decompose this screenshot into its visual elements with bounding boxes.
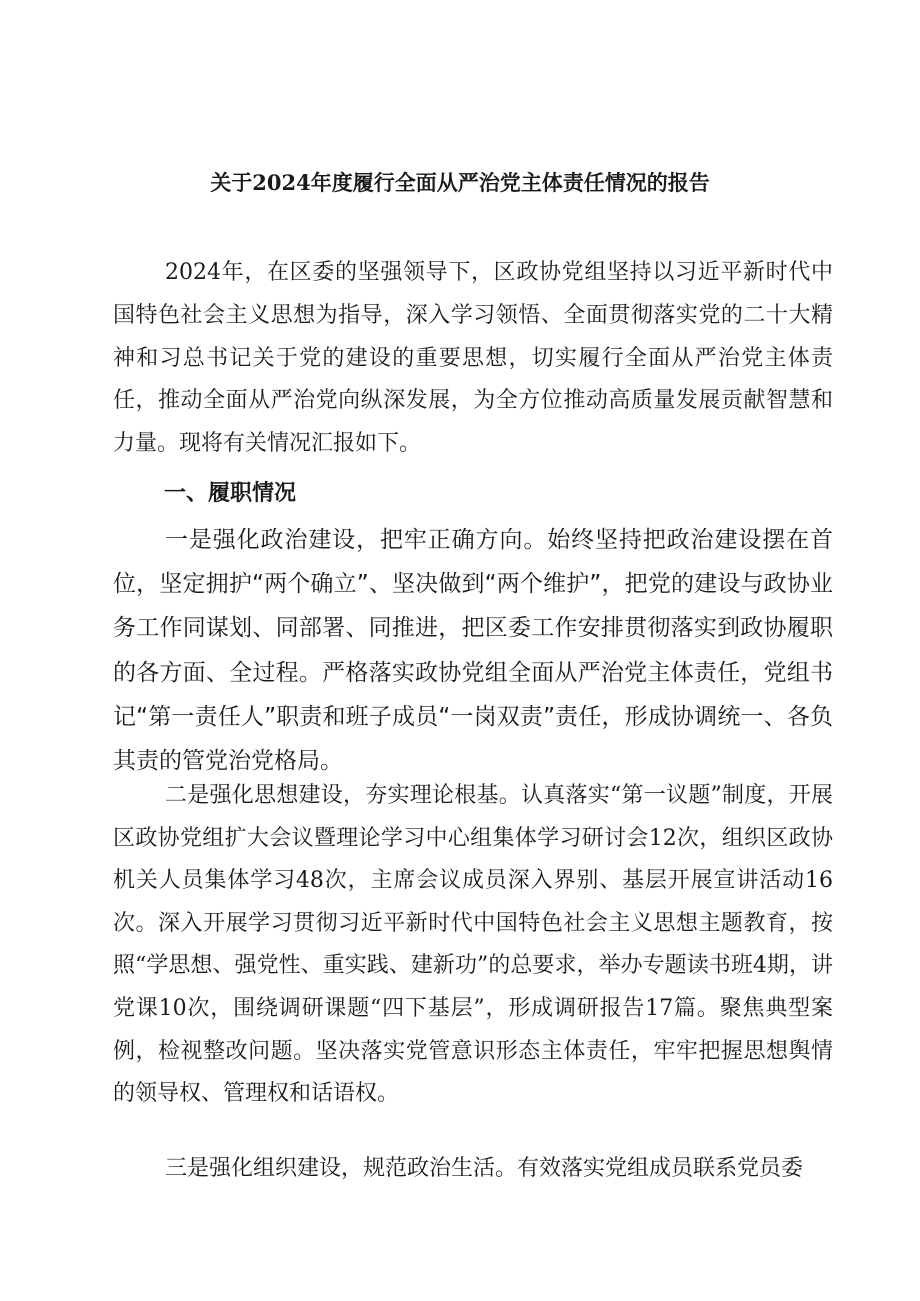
intro-paragraph: 2024年，在区委的坚强领导下，区政协党组坚持以习近平新时代中国特色社会主义思想为指导，深入学习领悟、全面贯彻落实党的二十大精神和习总书记关于党的建设的重要思想，切实履行全面从严治党主体责任，推动全面从严治党向纵深发展，为全方位推动高质量发展贡献智慧和力量。现将有关情况汇报如下。: [113, 260, 833, 457]
section-heading: 一、履职情况: [164, 481, 297, 506]
paragraph-organizational-building: 三是强化组织建设，规范政治生活。有效落实党组成员联系党员委: [165, 1156, 804, 1181]
paragraph-political-building: 一是强化政治建设，把牢正确方向。始终坚持把政治建设摆在首位，坚定拥护“两个确立”、坚决做到“两个维护”，把党的建设与政协业务工作同谋划、同部署、同推进，把区委工作安排贯彻落实到政协履职的各方面、全过程。严格落实政协党组全面从严治党主体责任，党组书记“第一责任人”职责和班子成员“一岗双责”责任，形成协调统一、各负其责的管党治党格局。: [113, 527, 833, 775]
paragraph-ideological-building: 二是强化思想建设，夯实理论根基。认真落实“第一议题”制度，开展区政协党组扩大会议暨理论学习中心组集体学习研讨会12次，组织区政协机关人员集体学习48次，主席会议成员深入界别、基层开展宣讲活动16次。深入开展学习贯彻习近平新时代中国特色社会主义思想主题教育，按照“学思想、强党性、重实践、建新功”的总要求，举办专题读书班4期，讲党课10次，围绕调研课题“四下基层”，形成调研报告17篇。聚焦典型案例，检视整改问题。坚决落实党管意识形态主体责任，牢牢把握思想舆情的领导权、管理权和话语权。: [113, 783, 833, 1107]
document-title: 关于2024年度履行全面从严治党主体责任情况的报告: [210, 170, 710, 195]
